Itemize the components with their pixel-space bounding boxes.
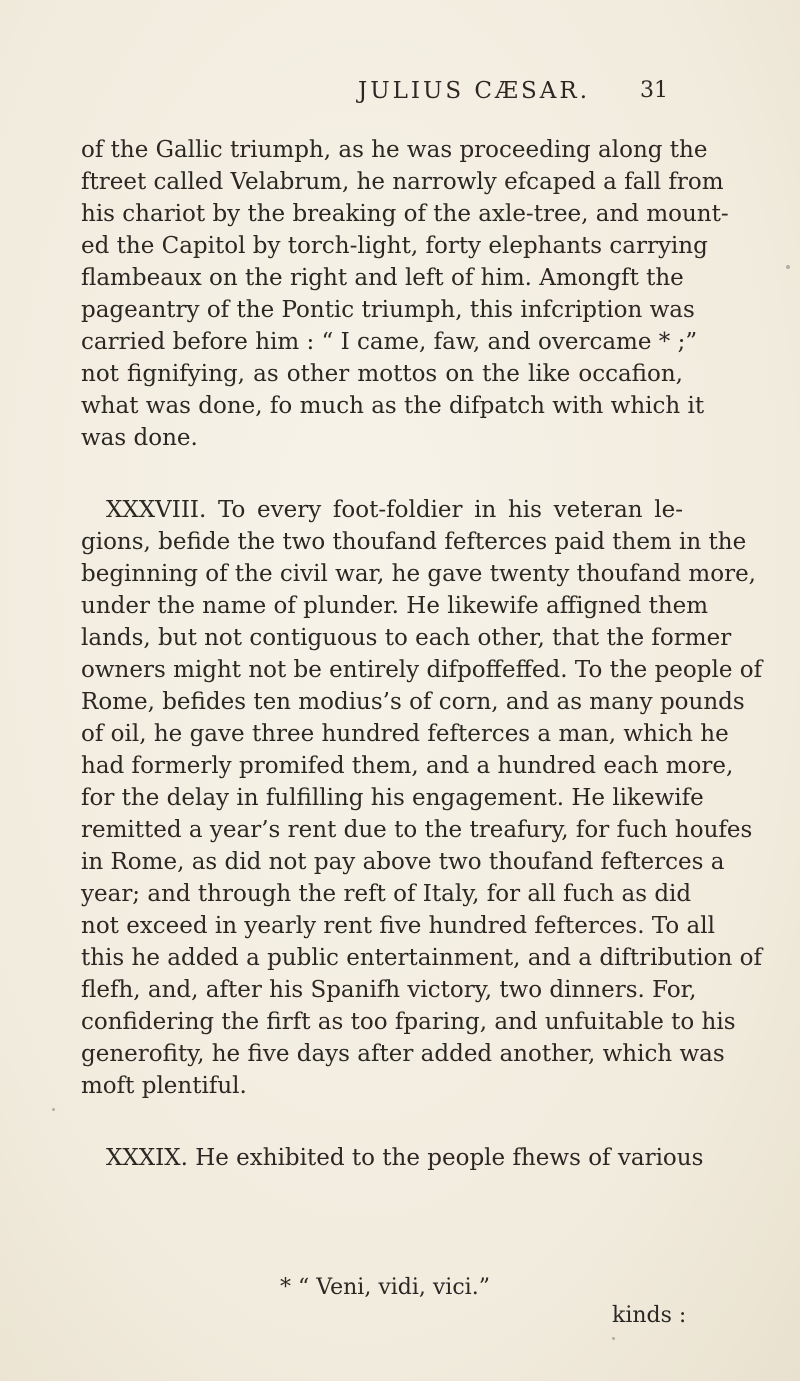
text-line: ftreet called Velabrum, he narrowly efcaped a fall from: [81, 169, 724, 195]
text-line: of the Gallic triumph, as he was proceeding along the: [81, 137, 708, 163]
text-line: remitted a year’s rent due to the treafury, for fuch houfes: [81, 817, 753, 843]
text-line: of oil, he gave three hundred fefterces a man, which he: [81, 721, 729, 747]
page-number: 31: [640, 78, 668, 103]
text-line: year; and through the reft of Italy, for all fuch as did: [81, 881, 692, 907]
text-line: confidering the firft as too fparing, and unfuitable to his: [81, 1009, 736, 1035]
text-line: had formerly promifed them, and a hundred each more,: [81, 753, 734, 779]
running-title: JULIUS CÆSAR.: [358, 78, 591, 104]
text-line: gions, befide the two thoufand fefterces paid them in the: [81, 529, 747, 555]
paper-speck: [612, 1337, 615, 1340]
footnote: * “ Veni, vidi, vici.”: [280, 1275, 490, 1300]
text-line: in Rome, as did not pay above two thoufand fefterces a: [81, 849, 725, 875]
text-line: was done.: [81, 425, 198, 451]
text-line: under the name of plunder. He likewife affigned them: [81, 593, 709, 619]
text-line: his chariot by the breaking of the axle-tree, and mount-: [81, 201, 729, 227]
text-line: Rome, befides ten modius’s of corn, and as many pounds: [81, 689, 745, 715]
text-line: what was done, fo much as the difpatch with which it: [81, 393, 705, 419]
paper-speck: [52, 1108, 55, 1111]
running-head: [0, 78, 800, 118]
text-line: flambeaux on the right and left of him. Amongft the: [81, 265, 684, 291]
paper-speck: [786, 265, 790, 269]
text-line: moft plentiful.: [81, 1073, 247, 1099]
text-line: lands, but not contiguous to each other, that the former: [81, 625, 732, 651]
text-line: beginning of the civil war, he gave twenty thoufand more,: [81, 561, 756, 587]
text-line: for the delay in fulfilling his engagement. He likewife: [81, 785, 704, 811]
text-line: not exceed in yearly rent five hundred fefterces. To all: [81, 913, 715, 939]
text-line: pageantry of the Pontic triumph, this infcription was: [81, 297, 695, 323]
text-line: ed the Capitol by torch-light, forty elephants carrying: [81, 233, 708, 259]
text-line: this he added a public entertainment, and a diftribution of: [81, 945, 762, 971]
text-line: carried before him : “ I came, faw, and overcame * ;”: [81, 329, 698, 355]
section-start-line: XXXVIII. To every foot-foldier in his veteran le-: [106, 497, 683, 523]
text-line: not fignifying, as other mottos on the like occafion,: [81, 361, 683, 387]
text-line: owners might not be entirely difpoffeffed. To the people of: [81, 657, 763, 683]
section-start-line: XXXIX. He exhibited to the people fhews of various: [106, 1145, 704, 1171]
text-line: generofity, he five days after added another, which was: [81, 1041, 725, 1067]
text-line: flefh, and, after his Spanifh victory, two dinners. For,: [81, 977, 697, 1003]
catchword: kinds :: [612, 1303, 687, 1328]
